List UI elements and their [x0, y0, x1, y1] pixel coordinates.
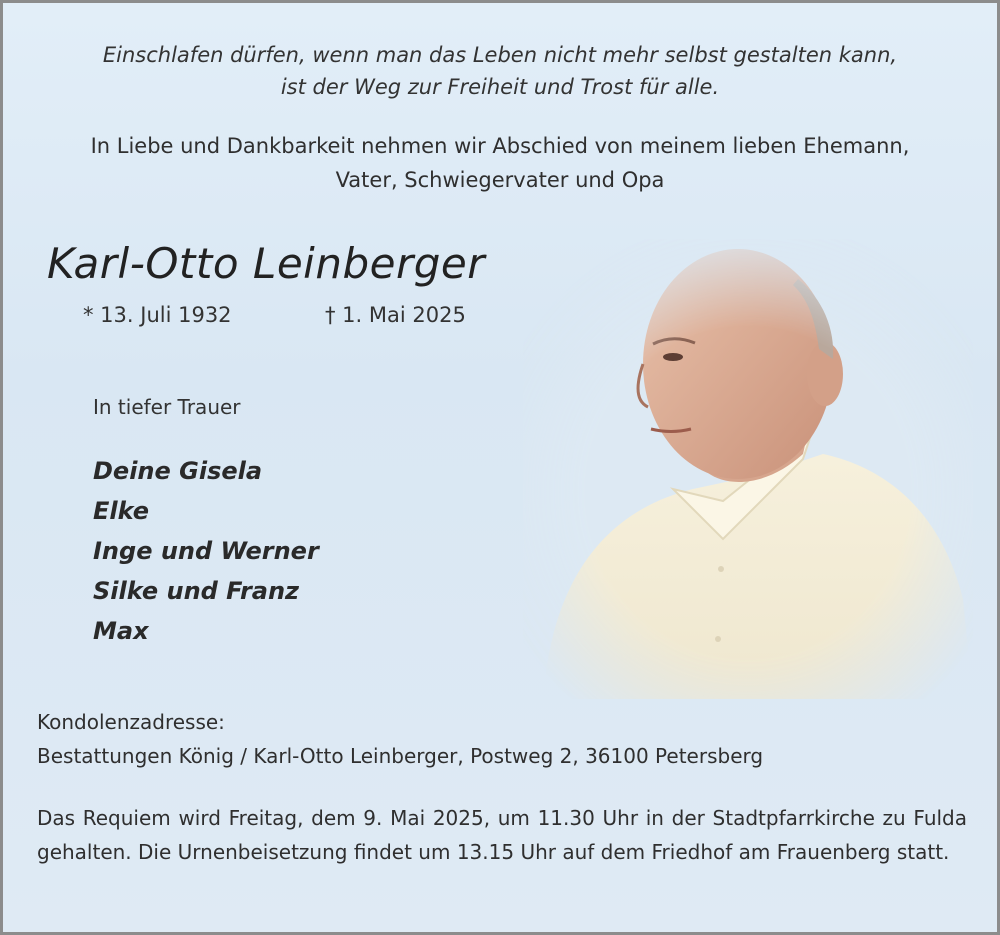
- portrait-photo: [523, 239, 973, 699]
- family-member: Max: [93, 617, 149, 645]
- condolence-address-line: Bestattungen König / Karl-Otto Leinberger, Postweg 2, 36100 Petersberg: [37, 744, 764, 768]
- poem: [3, 39, 997, 103]
- family-member: Deine Gisela: [93, 457, 263, 485]
- family-member: Elke: [93, 497, 150, 525]
- intro-line-1: In Liebe und Dankbarkeit nehmen wir Abschied von meinem lieben Ehemann,: [90, 134, 910, 158]
- deceased-name: Karl-Otto Leinberger: [47, 239, 485, 288]
- poem-line-2: ist der Weg zur Freiheit und Trost für alle.: [280, 75, 720, 99]
- death-date: † 1. Mai 2025: [325, 303, 466, 327]
- family-member: Silke und Franz: [93, 577, 300, 605]
- requiem-info: Das Requiem wird Freitag, dem 9. Mai 2025, um 11.30 Uhr in der Stadtpfarrkirche zu Fulda gehalten. Die Urnenbeisetzung findet um 13.15 Uhr auf dem Friedhof am Frauenberg statt.: [37, 806, 967, 864]
- family-list: [93, 451, 319, 651]
- poem-line-1: Einschlafen dürfen, wenn man das Leben nicht mehr selbst gestalten kann,: [102, 43, 898, 67]
- intro-text: [3, 129, 997, 197]
- family-member: Inge und Werner: [93, 537, 319, 565]
- condolence-address: [37, 705, 763, 773]
- condolence-label: Kondolenzadresse:: [37, 710, 225, 734]
- birth-date: * 13. Juli 1932: [83, 303, 232, 327]
- intro-line-2: Vater, Schwiegervater und Opa: [335, 168, 665, 192]
- mourning-label: In tiefer Trauer: [93, 395, 241, 419]
